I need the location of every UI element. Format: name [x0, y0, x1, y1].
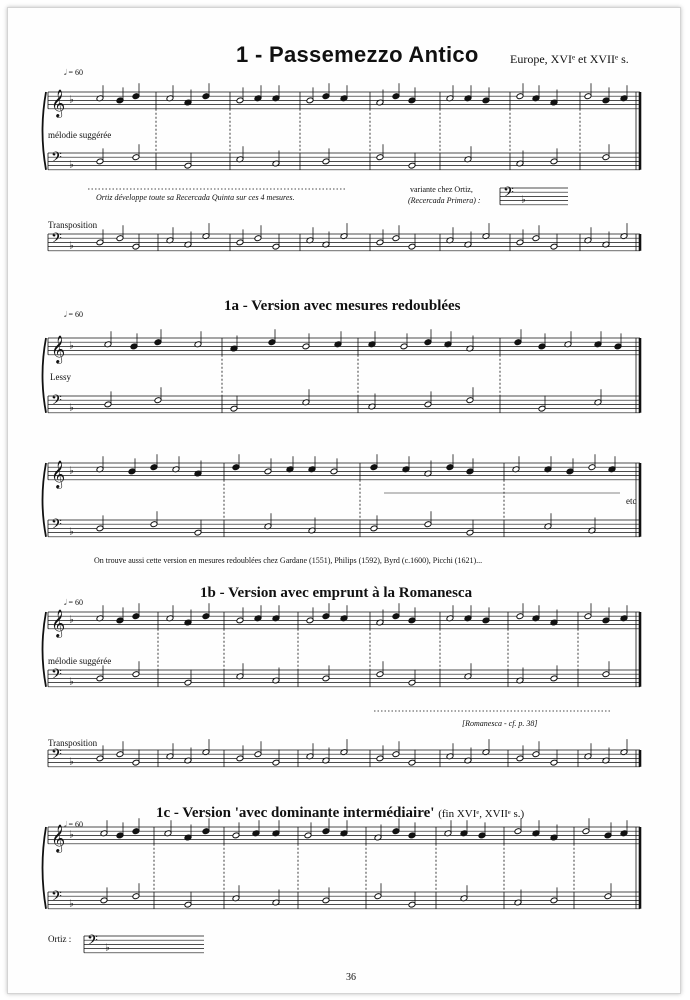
bass-clef-icon: 𝄢 [51, 888, 62, 909]
piece-title: 1 - Passemezzo Antico [236, 42, 479, 67]
ortiz-note: Ortiz développe toute sa Recercada Quinta sur ces 4 mesures. [96, 193, 295, 202]
melody-label: mélodie suggérée [48, 130, 112, 140]
section-1c-title [156, 805, 524, 822]
system-brace [43, 612, 47, 687]
tempo-marking: 𝅗𝅥 = 60 [64, 310, 84, 319]
section-1a-title: 1a - Version avec mesures redoublées [224, 298, 461, 314]
variant-label: variante chez Ortiz, [410, 185, 473, 194]
bass-clef-icon: 𝄢 [87, 932, 98, 953]
flat-icon: ♭ [69, 676, 74, 688]
bass-clef-icon: 𝄢 [51, 746, 62, 767]
melody-label: mélodie suggérée [48, 656, 112, 666]
transposition-label: Transposition [48, 738, 98, 748]
bass-clef-icon: 𝄢 [51, 516, 62, 537]
flat-icon: ♭ [69, 240, 74, 252]
system-brace [43, 92, 47, 170]
transposition-label: Transposition [48, 220, 98, 230]
flat-icon: ♭ [69, 898, 74, 910]
treble-clef-icon: 𝄞 [51, 334, 66, 363]
bass-clef-icon: 𝄢 [503, 184, 514, 205]
flat-icon: ♭ [69, 526, 74, 538]
music-notation [8, 8, 680, 993]
treble-clef-icon: 𝄞 [51, 459, 66, 488]
system-brace [43, 827, 47, 909]
flat-icon: ♭ [69, 340, 74, 352]
tempo-marking: 𝅗𝅥 = 60 [64, 820, 84, 829]
treble-clef-icon: 𝄞 [51, 823, 66, 852]
system-brace [43, 338, 47, 413]
variant-source: (Recercada Primera) : [408, 196, 481, 205]
ortiz-label: Ortiz : [48, 934, 72, 944]
romanesca-reference: [Romanesca - cf. p. 38] [462, 719, 538, 728]
tempo-marking: 𝅗𝅥 = 60 [64, 68, 84, 77]
section-1b-title: 1b - Version avec emprunt à la Romanesca [200, 585, 473, 601]
flat-icon: ♭ [69, 159, 74, 171]
treble-clef-icon: 𝄞 [51, 88, 66, 117]
tempo-marking: 𝅗𝅥 = 60 [64, 598, 84, 607]
flat-icon: ♭ [105, 942, 110, 954]
etc-label: etc [626, 496, 637, 506]
score-page [7, 7, 681, 994]
composer-label: Lessy [50, 372, 71, 382]
bass-clef-icon: 𝄢 [51, 392, 62, 413]
piece-origin: Europe, XVIᵉ et XVIIᵉ s. [510, 52, 629, 66]
flat-icon: ♭ [69, 829, 74, 841]
footnote: On trouve aussi cette version en mesures redoublées chez Gardane (1551), Philips (1592), Byrd (c.1600), Picchi (1621)... [94, 556, 483, 565]
section-1c-title-main: 1c - Version 'avec dominante intermédiaire' [156, 805, 435, 821]
bass-clef-icon: 𝄢 [51, 666, 62, 687]
flat-icon: ♭ [69, 94, 74, 106]
bass-clef-icon: 𝄢 [51, 230, 62, 251]
system-brace [43, 463, 47, 537]
page-number: 36 [346, 972, 356, 983]
flat-icon: ♭ [69, 402, 74, 414]
bass-clef-icon: 𝄢 [51, 149, 62, 170]
flat-icon: ♭ [521, 194, 526, 206]
flat-icon: ♭ [69, 465, 74, 477]
treble-clef-icon: 𝄞 [51, 608, 66, 637]
flat-icon: ♭ [69, 614, 74, 626]
flat-icon: ♭ [69, 756, 74, 768]
section-1c-title-suffix: (fin XVIᵉ, XVIIᵉ s.) [438, 808, 525, 820]
